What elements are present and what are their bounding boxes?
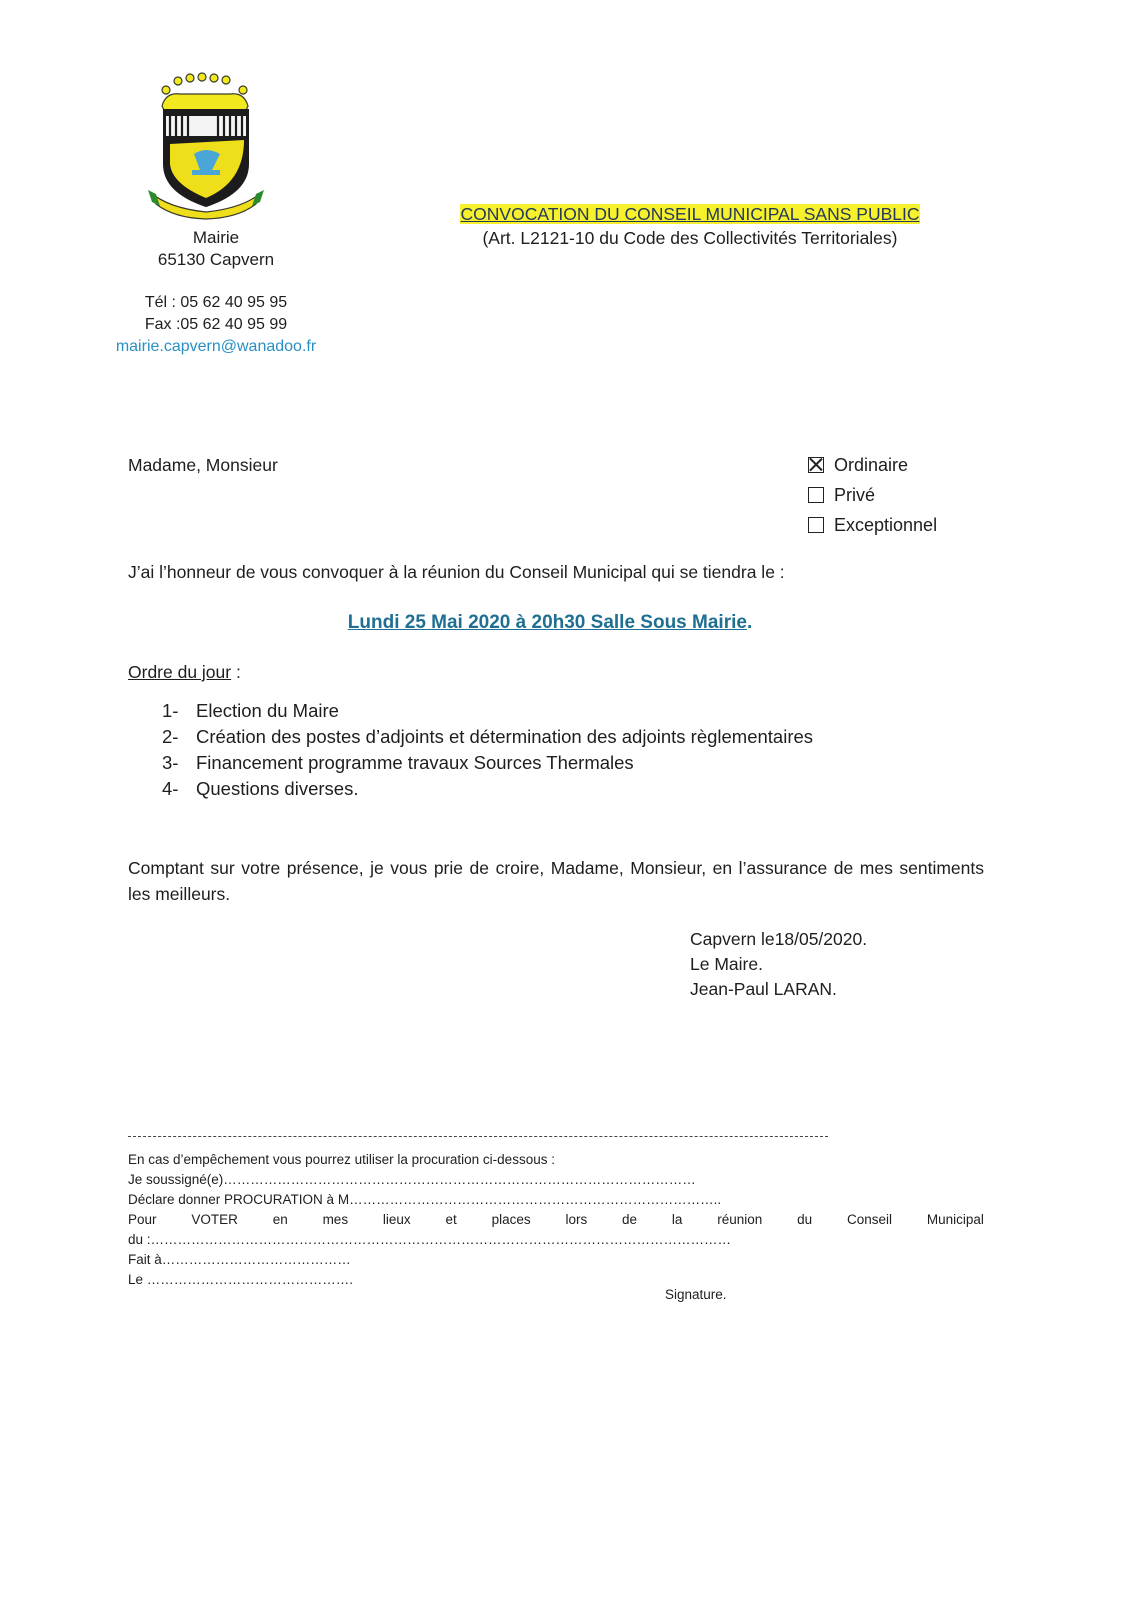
procuration-date-field[interactable]: du :………………………………………………………………………………………………………………… xyxy=(128,1232,732,1247)
procuration-form xyxy=(128,1150,984,1290)
agenda-title-suffix: : xyxy=(231,662,241,682)
option-label: Exceptionnel xyxy=(834,515,938,535)
list-item xyxy=(162,750,813,776)
session-type-options xyxy=(808,450,937,540)
document-title-block xyxy=(450,202,930,250)
procuration-proxy-field[interactable]: Déclare donner PROCURATION à M……………………………………………………………………….. xyxy=(128,1192,722,1207)
word: Conseil xyxy=(846,1212,893,1227)
sender-address xyxy=(150,227,282,271)
document-title: CONVOCATION DU CONSEIL MUNICIPAL SANS PUBLIC xyxy=(460,204,920,224)
word: la xyxy=(671,1212,683,1227)
word: lieux xyxy=(382,1212,411,1227)
option-label: Ordinaire xyxy=(834,455,909,475)
checkbox-empty-icon[interactable] xyxy=(808,517,824,533)
postal-address: 65130 Capvern xyxy=(157,250,275,269)
word: mes xyxy=(322,1212,349,1227)
checkbox-checked-icon[interactable] xyxy=(808,457,824,473)
meeting-date-place: Lundi 25 Mai 2020 à 20h30 Salle Sous Mairie xyxy=(347,612,747,633)
document-subtitle: (Art. L2121-10 du Code des Collectivités Territoriales) xyxy=(482,228,898,248)
option-label: Privé xyxy=(834,485,876,505)
item-number: 3- xyxy=(162,752,179,773)
signature-label: Signature. xyxy=(665,1287,727,1302)
signature-block xyxy=(690,927,867,1002)
item-number: 1- xyxy=(162,700,179,721)
closing-paragraph: Comptant sur votre présence, je vous prie de croire, Madame, Monsieur, en l’assurance de mes sentiments les meilleurs. xyxy=(128,858,984,904)
procuration-day-field[interactable]: Le ………………………………………. xyxy=(128,1272,354,1287)
signer-role: Le Maire. xyxy=(690,954,763,974)
item-text: Election du Maire xyxy=(196,700,339,721)
signer-name: Jean-Paul LARAN. xyxy=(690,979,837,999)
procuration-intro: En cas d’empêchement vous pourrez utiliser la procuration ci-dessous : xyxy=(128,1152,555,1167)
item-text: Financement programme travaux Sources Thermales xyxy=(196,752,634,773)
meeting-period: . xyxy=(746,612,753,633)
agenda-title: Ordre du jour xyxy=(128,662,232,682)
cut-line-divider xyxy=(128,1136,828,1137)
list-item xyxy=(162,776,813,802)
email-link[interactable]: mairie.capvern@wanadoo.fr xyxy=(115,338,317,355)
place-date: Capvern le18/05/2020. xyxy=(690,929,868,949)
checkbox-empty-icon[interactable] xyxy=(808,487,824,503)
word: places xyxy=(491,1212,531,1227)
option-ordinaire[interactable] xyxy=(808,450,937,480)
intro-paragraph: J’ai l’honneur de vous convoquer à la réunion du Conseil Municipal qui se tiendra le : xyxy=(128,562,785,582)
word: et xyxy=(445,1212,457,1227)
option-prive[interactable] xyxy=(808,480,937,510)
word: de xyxy=(622,1212,638,1227)
word: Pour xyxy=(128,1212,157,1227)
word: réunion xyxy=(717,1212,763,1227)
agenda-heading xyxy=(128,662,241,683)
word: du xyxy=(797,1212,813,1227)
item-text: Création des postes d’adjoints et détermination des adjoints règlementaires xyxy=(196,726,814,747)
fax-number: Fax :05 62 40 95 99 xyxy=(144,316,288,333)
municipal-crest-logo xyxy=(148,72,264,220)
salutation: Madame, Monsieur xyxy=(128,455,278,475)
option-exceptionnel[interactable] xyxy=(808,510,937,540)
procuration-place-field[interactable]: Fait à…………………………………… xyxy=(128,1252,351,1267)
list-item xyxy=(162,724,813,750)
word: Municipal xyxy=(926,1212,984,1227)
meeting-details xyxy=(128,612,972,634)
word: VOTER xyxy=(191,1212,238,1227)
agenda-list xyxy=(162,698,813,802)
item-text: Questions diverses. xyxy=(196,778,359,799)
item-number: 4- xyxy=(162,778,179,799)
word: en xyxy=(272,1212,288,1227)
procuration-name-field[interactable]: Je soussigné(e)…………………………………………………………………………………………… xyxy=(128,1172,696,1187)
phone-number: Tél : 05 62 40 95 95 xyxy=(144,294,288,311)
mairie-label: Mairie xyxy=(192,228,240,247)
item-number: 2- xyxy=(162,726,179,747)
contact-block xyxy=(110,292,322,358)
word: lors xyxy=(565,1212,588,1227)
procuration-vote-line xyxy=(128,1210,984,1230)
list-item xyxy=(162,698,813,724)
